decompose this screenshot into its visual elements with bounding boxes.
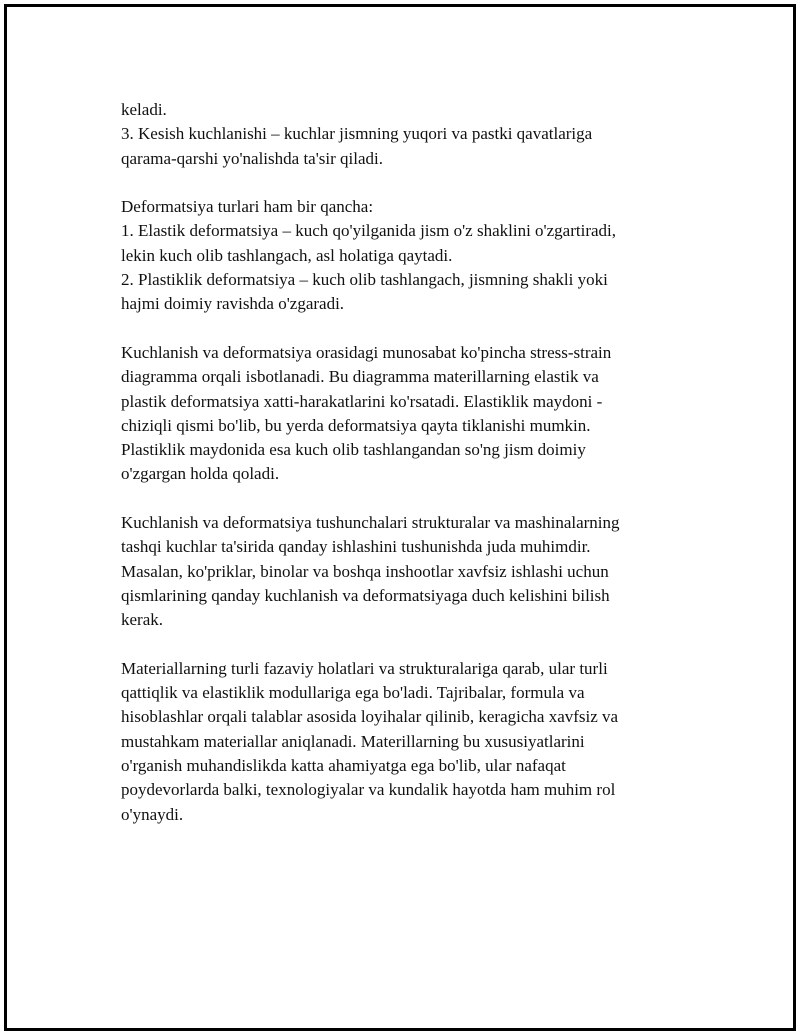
paragraph bbox=[121, 195, 681, 316]
text-line: diagramma orqali isbotlanadi. Bu diagramma materillarning elastik va bbox=[121, 367, 599, 387]
text-line: hisoblashlar orqali talablar asosida loyihalar qilinib, keragicha xavfsiz va bbox=[121, 707, 619, 727]
text-line: lekin kuch olib tashlangach, asl holatiga qaytadi. bbox=[121, 245, 453, 265]
text-line: o'rganish muhandislikda katta ahamiyatga ega bo'lib, ular nafaqat bbox=[121, 756, 566, 776]
text-line: o'zgargan holda qoladi. bbox=[121, 464, 280, 484]
paragraph-spacer bbox=[121, 487, 681, 511]
paragraph bbox=[121, 98, 681, 171]
text-line: kerak. bbox=[121, 610, 164, 630]
paragraph-spacer bbox=[121, 633, 681, 657]
text-line: 3. Kesish kuchlanishi – kuchlar jismning yuqori va pastki qavatlariga bbox=[121, 124, 593, 144]
text-line: 1. Elastik deformatsiya – kuch qo'yilganida jism o'z shaklini o'zgartiradi, bbox=[121, 221, 616, 241]
text-line: Kuchlanish va deformatsiya orasidagi munosabat ko'pincha stress-strain bbox=[121, 342, 612, 362]
text-line: qismlarining qanday kuchlanish va deformatsiyaga duch kelishini bilish bbox=[121, 585, 610, 605]
document-body bbox=[121, 98, 681, 827]
page-frame bbox=[4, 4, 796, 1031]
paragraph-spacer bbox=[121, 171, 681, 195]
text-line: Materiallarning turli fazaviy holatlari va strukturalariga qarab, ular turli bbox=[121, 658, 608, 678]
text-line: qarama-qarshi yo'nalishda ta'sir qiladi. bbox=[121, 148, 383, 168]
text-line: o'ynaydi. bbox=[121, 804, 184, 824]
text-line: 2. Plastiklik deformatsiya – kuch olib tashlangach, jismning shakli yoki bbox=[121, 270, 608, 290]
text-line: Kuchlanish va deformatsiya tushunchalari strukturalar va mashinalarning bbox=[121, 513, 620, 533]
paragraph bbox=[121, 341, 681, 487]
text-line: mustahkam materiallar aniqlanadi. Materillarning bu xususiyatlarini bbox=[121, 731, 585, 751]
text-line: qattiqlik va elastiklik modullariga ega bo'ladi. Tajribalar, formula va bbox=[121, 683, 585, 703]
text-line: plastik deformatsiya xatti-harakatlarini ko'rsatadi. Elastiklik maydoni - bbox=[121, 391, 603, 411]
paragraph bbox=[121, 657, 681, 827]
text-line: Deformatsiya turlari ham bir qancha: bbox=[121, 197, 374, 217]
paragraph bbox=[121, 511, 681, 632]
text-line: hajmi doimiy ravishda o'zgaradi. bbox=[121, 294, 345, 314]
text-line: poydevorlarda balki, texnologiyalar va kundalik hayotda ham muhim rol bbox=[121, 780, 616, 800]
paragraph-spacer bbox=[121, 317, 681, 341]
text-line: keladi. bbox=[121, 100, 167, 119]
text-line: Plastiklik maydonida esa kuch olib tashlangandan so'ng jism doimiy bbox=[121, 440, 586, 460]
text-line: Masalan, ko'priklar, binolar va boshqa inshootlar xavfsiz ishlashi uchun bbox=[121, 561, 609, 581]
text-line: tashqi kuchlar ta'sirida qanday ishlashini tushunishda juda muhimdir. bbox=[121, 537, 591, 557]
text-line: chiziqli qismi bo'lib, bu yerda deformatsiya qayta tiklanishi mumkin. bbox=[121, 415, 591, 435]
